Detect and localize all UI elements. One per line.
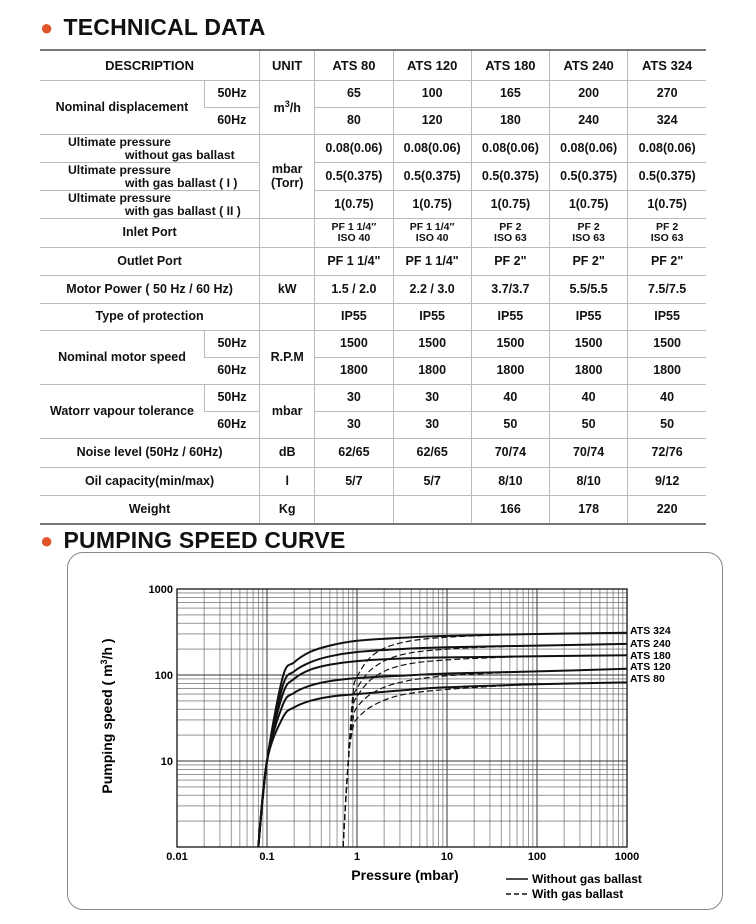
freq-cell: 50Hz [204,81,259,108]
value-cell: 30 [315,385,393,412]
row-label: Ultimate pressure without gas ballast [40,135,260,163]
freq-cell: 60Hz [204,412,259,439]
header-model: ATS 120 [393,50,471,81]
row-label: Ultimate pressure with gas ballast ( I ) [40,163,260,191]
value-cell: 65 [315,81,393,108]
value-cell: PF 1 1/4" [393,248,471,276]
chart-grid [177,589,627,847]
value-cell: 1800 [628,358,706,385]
value-cell: 0.08(0.06) [315,135,393,163]
value-cell: 0.08(0.06) [471,135,549,163]
value-cell: 1800 [471,358,549,385]
x-tick-label: 1000 [614,851,640,863]
value-cell: 220 [628,496,706,524]
value-cell: 50 [550,412,628,439]
value-cell: 50 [628,412,706,439]
value-cell: 5/7 [315,468,393,496]
row-label: Noise level (50Hz / 60Hz) [40,439,260,468]
legend-solid-label: Without gas ballast [532,872,642,886]
value-cell: 180 [471,108,549,135]
value-cell: 1.5 / 2.0 [315,276,393,304]
value-cell: 270 [628,81,706,108]
value-cell: PF 2 ISO 63 [471,219,549,248]
plot-border [177,589,627,847]
value-cell: 0.5(0.375) [315,163,393,191]
value-cell: 7.5/7.5 [628,276,706,304]
value-cell: 1(0.75) [628,191,706,219]
value-cell: 324 [628,108,706,135]
curve-label: ATS 80 [630,673,665,685]
unit-cell: $m^3/h$ [260,81,315,135]
value-cell: IP55 [550,304,628,331]
x-tick-label: 0.01 [166,851,188,863]
value-cell: 5/7 [393,468,471,496]
value-cell: 1500 [393,331,471,358]
curve-dashed-ats-240 [343,644,627,847]
value-cell: 165 [471,81,549,108]
value-cell: 62/65 [315,439,393,468]
row-label: Nominal motor speed [40,331,204,385]
value-cell: 40 [471,385,549,412]
unit-cell: l [260,468,315,496]
freq-cell: 60Hz [204,358,259,385]
value-cell: PF 2" [471,248,549,276]
value-cell: 5.5/5.5 [550,276,628,304]
curve-dashed-ats-120 [343,669,627,847]
value-cell: 166 [471,496,549,524]
value-cell: 30 [315,412,393,439]
y-tick-label: 1000 [148,584,173,596]
value-cell: 1(0.75) [471,191,549,219]
curve-label: ATS 180 [630,650,671,662]
value-cell: IP55 [471,304,549,331]
legend-dashed-label: With gas ballast [532,887,624,901]
value-cell: 8/10 [550,468,628,496]
y-axis-label: Pumping speed ( $m^3/h$ ) [99,638,115,794]
freq-cell: 60Hz [204,108,259,135]
curve-label: ATS 120 [630,661,671,673]
value-cell: 70/74 [550,439,628,468]
x-tick-label: 100 [527,851,547,863]
value-cell: 100 [393,81,471,108]
header-unit: UNIT [260,50,315,81]
value-cell: 178 [550,496,628,524]
curve-label: ATS 240 [630,638,671,650]
value-cell: 30 [393,412,471,439]
row-label: Ultimate pressure with gas ballast ( II ) [40,191,260,219]
curve-dashed-ats-324 [343,633,627,847]
value-cell: PF 1 1/4″ ISO 40 [315,219,393,248]
value-cell: 1800 [550,358,628,385]
row-label: Type of protection [40,304,260,331]
value-cell: 30 [393,385,471,412]
unit-cell: mbar [260,385,315,439]
row-label: Nominal displacement [40,81,204,135]
pumping-speed-heading: PUMPING SPEED CURVE [63,527,346,553]
value-cell: 3.7/3.7 [471,276,549,304]
row-label: Watorr vapour tolerance [40,385,204,439]
header-model: ATS 240 [550,50,628,81]
value-cell: 0.5(0.375) [393,163,471,191]
value-cell: 1500 [471,331,549,358]
curve-label: ATS 324 [630,625,671,637]
row-label: Oil capacity(min/max) [40,468,260,496]
unit-cell: R.P.M [260,331,315,385]
unit-cell: Kg [260,496,315,524]
value-cell: 0.08(0.06) [628,135,706,163]
value-cell: 240 [550,108,628,135]
row-label: Outlet Port [40,248,260,276]
freq-cell: 50Hz [204,385,259,412]
value-cell: 1(0.75) [315,191,393,219]
value-cell: 1500 [628,331,706,358]
value-cell: 0.5(0.375) [471,163,549,191]
row-label: Motor Power ( 50 Hz / 60 Hz) [40,276,260,304]
y-tick-label: 10 [160,756,173,768]
header-model: ATS 80 [315,50,393,81]
value-cell: 1(0.75) [550,191,628,219]
x-tick-label: 1 [353,851,361,863]
value-cell: 80 [315,108,393,135]
x-axis-label: Pressure (mbar) [351,867,459,883]
value-cell: 40 [628,385,706,412]
value-cell: 50 [471,412,549,439]
value-cell: 2.2 / 3.0 [393,276,471,304]
bullet-icon: ● [40,527,54,553]
value-cell: 120 [393,108,471,135]
technical-data-heading: TECHNICAL DATA [63,14,266,40]
header-model: ATS 324 [628,50,706,81]
unit-cell: mbar (Torr) [260,135,315,219]
value-cell: PF 1 1/4" [315,248,393,276]
value-cell: IP55 [315,304,393,331]
value-cell: PF 1 1/4″ ISO 40 [393,219,471,248]
value-cell: 9/12 [628,468,706,496]
value-cell: PF 2" [628,248,706,276]
value-cell: 0.08(0.06) [393,135,471,163]
unit-cell: dB [260,439,315,468]
y-tick-label: 100 [154,670,173,682]
header-model: ATS 180 [471,50,549,81]
header-description: DESCRIPTION [40,50,260,81]
value-cell: IP55 [628,304,706,331]
value-cell: PF 2 ISO 63 [550,219,628,248]
value-cell: 62/65 [393,439,471,468]
value-cell: 1800 [315,358,393,385]
value-cell: 0.5(0.375) [628,163,706,191]
freq-cell: 50Hz [204,331,259,358]
row-label: Weight [40,496,260,524]
value-cell: 72/76 [628,439,706,468]
x-tick-label: 0.1 [259,851,275,863]
row-label: Inlet Port [40,219,260,248]
x-tick-label: 10 [440,851,454,863]
value-cell: 1500 [550,331,628,358]
value-cell: IP55 [393,304,471,331]
unit-cell: kW [260,276,315,304]
value-cell: 0.5(0.375) [550,163,628,191]
bullet-icon: ● [40,14,54,40]
value-cell: 40 [550,385,628,412]
value-cell: 1(0.75) [393,191,471,219]
value-cell: 0.08(0.06) [550,135,628,163]
value-cell: 1500 [315,331,393,358]
value-cell: 8/10 [471,468,549,496]
value-cell: 200 [550,81,628,108]
value-cell: PF 2" [550,248,628,276]
value-cell: 70/74 [471,439,549,468]
value-cell: PF 2 ISO 63 [628,219,706,248]
value-cell: 1800 [393,358,471,385]
